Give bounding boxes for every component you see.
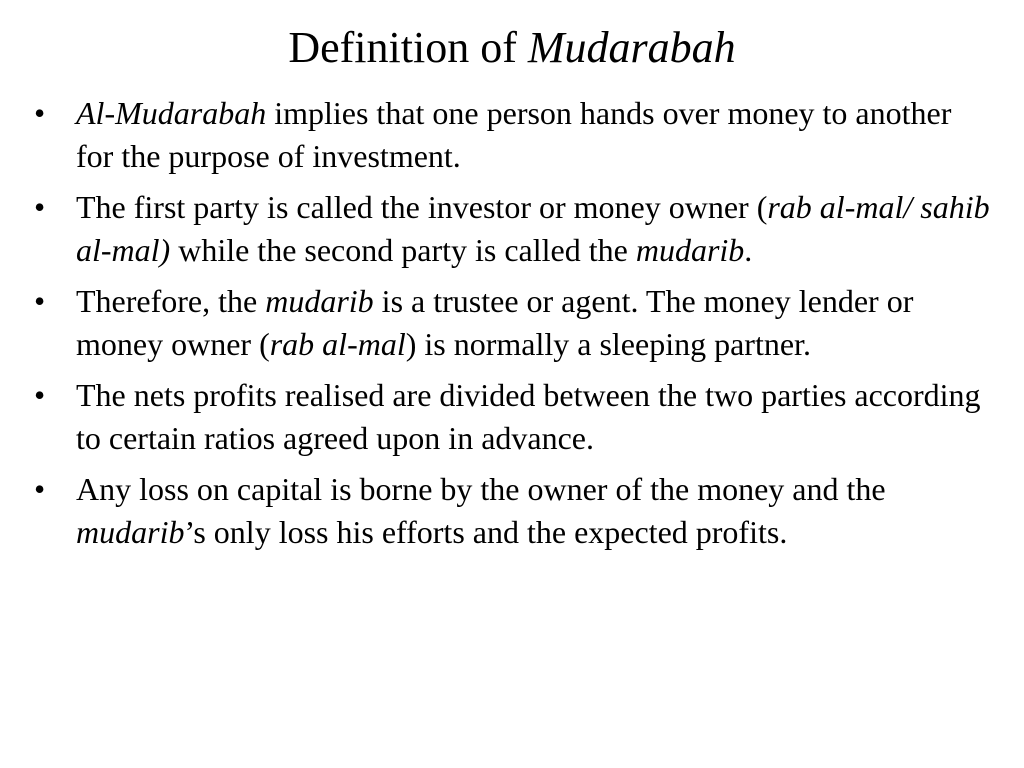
bullet-marker: • bbox=[34, 471, 46, 507]
bullet-item-definition bbox=[30, 92, 990, 178]
bullet-marker: • bbox=[34, 189, 46, 225]
bullet-text: The nets profits realised are divided between the two parties according to certain ratios agreed upon in advance. bbox=[76, 377, 981, 456]
bullet-item-trustee bbox=[30, 280, 990, 366]
slide-title bbox=[0, 22, 1024, 74]
italic-term: mudarib bbox=[265, 283, 374, 319]
bullet-marker: • bbox=[34, 95, 46, 131]
title-text: Definition of bbox=[288, 23, 528, 72]
bullet-item-loss bbox=[30, 468, 990, 554]
bullet-text: . bbox=[744, 232, 753, 268]
bullet-text: implies that one person hands over money to another for the purpose of investment. bbox=[76, 95, 952, 174]
bullet-text: Any loss on capital is borne by the owner of the money and the bbox=[76, 471, 886, 507]
bullet-text: while the second party is called the bbox=[170, 232, 636, 268]
italic-term: rab al-mal bbox=[269, 326, 406, 362]
bullet-item-parties bbox=[30, 186, 990, 272]
bullet-marker: • bbox=[34, 283, 46, 319]
bullet-list bbox=[30, 92, 990, 562]
title-italic-term: Mudarabah bbox=[527, 23, 736, 72]
italic-term: rab al-mal/ sahib al-mal) bbox=[76, 189, 990, 268]
italic-term: Al-Mudarabah bbox=[76, 95, 267, 131]
bullet-text: The first party is called the investor or money owner ( bbox=[76, 189, 768, 225]
bullet-text: ) is normally a sleeping partner. bbox=[405, 326, 811, 362]
bullet-text: is a trustee or agent. The money lender or money owner ( bbox=[76, 283, 914, 362]
bullet-marker: • bbox=[34, 377, 46, 413]
bullet-text: ’s only loss his efforts and the expected profits. bbox=[184, 514, 788, 550]
bullet-item-profits bbox=[30, 374, 990, 460]
bullet-text: Therefore, the bbox=[76, 283, 266, 319]
italic-term: mudarib bbox=[76, 514, 185, 550]
italic-term: mudarib bbox=[635, 232, 745, 268]
